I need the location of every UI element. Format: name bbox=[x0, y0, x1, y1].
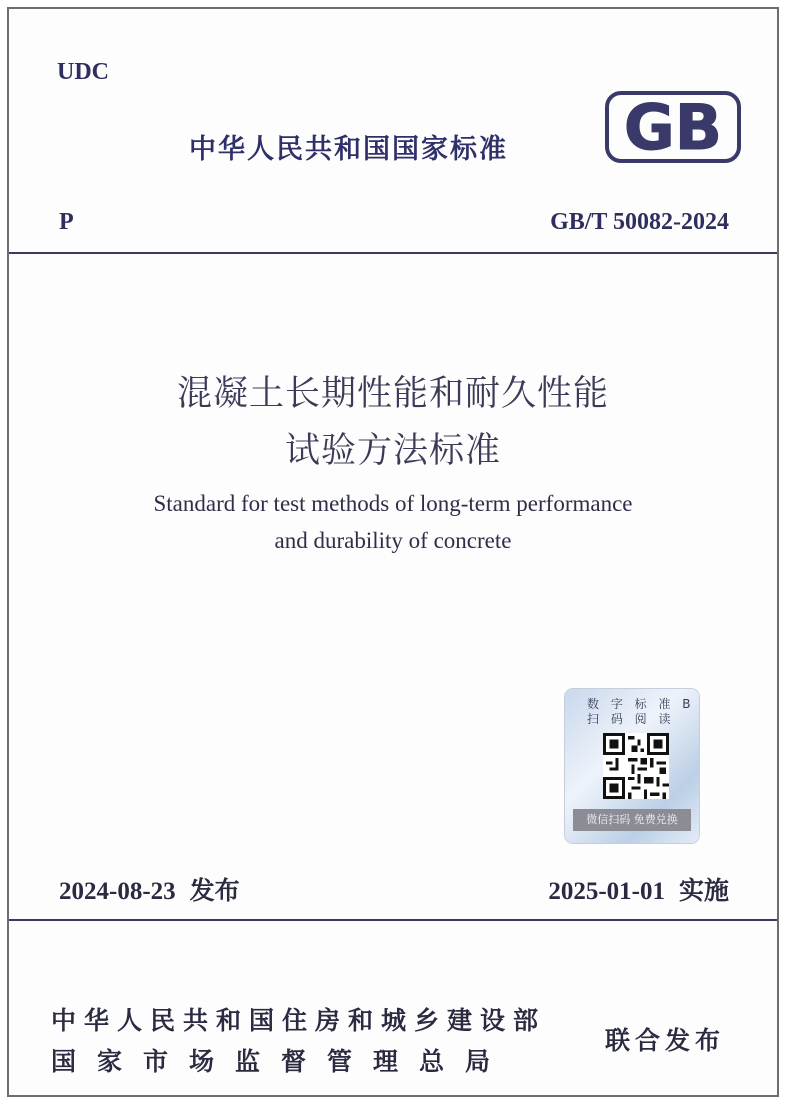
publisher-line2: 国家市场监督管理总局 bbox=[51, 1047, 512, 1076]
sticker-heading bbox=[587, 697, 697, 727]
title-en-line1: Standard for test methods of long-term performance bbox=[153, 491, 633, 516]
title-zh-line1: 混凝土长期性能和耐久性能 bbox=[176, 374, 609, 414]
title-zh-line2: 试验方法标准 bbox=[284, 431, 501, 471]
issue-word: 发布 bbox=[189, 876, 240, 905]
sticker-redeem-text: 微信扫码 免费兑换 bbox=[573, 809, 691, 831]
category-code: P bbox=[59, 209, 74, 235]
joint-issue-label: 联合发布 bbox=[605, 1026, 726, 1055]
issue-date bbox=[59, 871, 240, 907]
digital-standard-sticker[interactable] bbox=[565, 689, 699, 843]
gb-logo-text: GB bbox=[623, 91, 723, 163]
udc-label: UDC bbox=[57, 59, 109, 85]
publisher-line1: 中华人民共和国住房和城乡建设部 bbox=[51, 1006, 547, 1035]
cover-page bbox=[7, 7, 779, 1097]
gb-logo-icon bbox=[605, 91, 741, 163]
top-divider bbox=[9, 252, 777, 254]
implementation-date bbox=[548, 871, 729, 907]
bottom-divider bbox=[9, 919, 777, 921]
impl-word: 实施 bbox=[678, 876, 729, 905]
sticker-line2: 扫 码 阅 读 bbox=[587, 712, 675, 726]
national-standard-heading: 中华人民共和国国家标准 bbox=[189, 134, 508, 165]
standard-number: GB/T 50082-2024 bbox=[550, 209, 729, 235]
qr-code-icon[interactable] bbox=[603, 733, 669, 799]
issue-date-value: 2024-08-23 bbox=[59, 878, 176, 905]
sticker-line1: 数 字 标 准 B bbox=[587, 697, 695, 711]
title-en-line2: and durability of concrete bbox=[274, 528, 512, 553]
impl-date-value: 2025-01-01 bbox=[548, 878, 665, 905]
